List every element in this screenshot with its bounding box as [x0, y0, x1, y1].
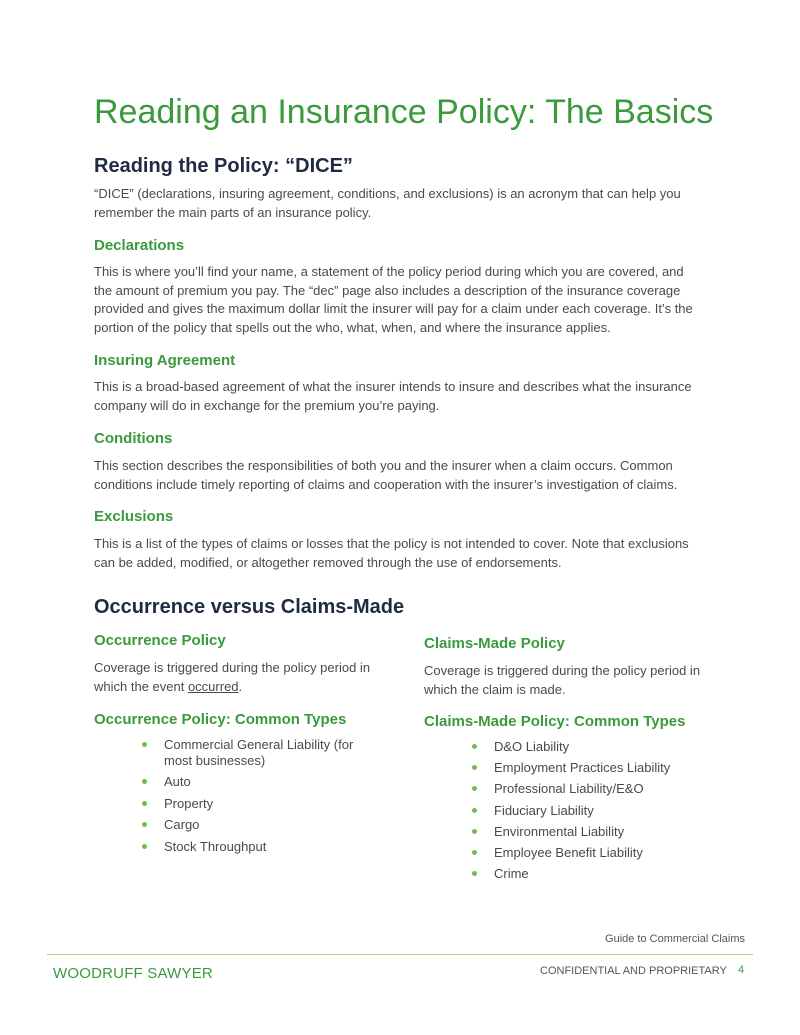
occurrence-policy-heading: Occurrence Policy [94, 632, 226, 649]
list-item [164, 796, 353, 812]
bullet-dot-icon [142, 801, 147, 806]
list-item [494, 760, 670, 776]
insuring-agreement-text [94, 378, 692, 415]
claims-made-line: Coverage is triggered during the policy period in [424, 663, 701, 678]
dice-heading: Reading the Policy: “DICE” [94, 155, 353, 177]
occurred-underlined: occurred [187, 678, 239, 694]
claims-made-line: which the claim is made. [424, 681, 566, 697]
occurrence-policy-line: Coverage is triggered during the policy period in [94, 660, 371, 675]
list-item-text: Employee Benefit Liability [494, 844, 643, 860]
dice-intro-line: remember the main parts of an insurance policy. [94, 204, 372, 220]
confidential-label: CONFIDENTIAL AND PROPRIETARY [540, 965, 727, 977]
bullet-dot-icon [142, 779, 147, 784]
bullet-dot-icon [472, 786, 477, 791]
dice-intro-line: “DICE” (declarations, insuring agreement, conditions, and exclusions) is an acronym that can help you [94, 186, 681, 201]
occurrence-vs-claims-heading: Occurrence versus Claims-Made [94, 596, 405, 618]
exclusions-line: can be added, modified, or altogether removed through the use of endorsements. [94, 554, 562, 570]
list-item-text: Cargo [164, 817, 200, 832]
claims-made-heading: Claims-Made Policy [424, 635, 565, 652]
footer-divider [47, 954, 753, 955]
list-item-text: Professional Liability/E&O [494, 781, 644, 797]
bullet-dot-icon [142, 844, 147, 849]
occurrence-types-list [164, 737, 353, 854]
conditions-heading: Conditions [94, 430, 173, 447]
list-item-text: Commercial General Liability (for [164, 737, 354, 752]
exclusions-heading: Exclusions [94, 508, 174, 525]
bullet-dot-icon [142, 742, 147, 747]
claims-made-text [424, 662, 700, 699]
declarations-heading: Declarations [94, 237, 185, 254]
conditions-text [94, 457, 677, 494]
occurrence-policy-line-text: which the event [94, 678, 188, 694]
insuring-agreement-heading: Insuring Agreement [94, 352, 236, 369]
conditions-line: This section describes the responsibilities of both you and the insurer when a claim occurs. Common [94, 458, 673, 473]
claims-made-types-heading: Claims-Made Policy: Common Types [424, 713, 686, 730]
bullet-dot-icon [472, 744, 477, 749]
bullet-dot-icon [472, 871, 477, 876]
occurrence-policy-text [94, 659, 370, 696]
conditions-line: conditions include timely reporting of claims and cooperation with the insurer’s investigation of claims. [94, 476, 678, 492]
list-item-text: D&O Liability [494, 739, 570, 754]
list-item-text: Environmental Liability [494, 823, 625, 839]
list-item [164, 774, 353, 790]
list-item-text: most businesses) [164, 752, 266, 768]
list-item-text: Property [164, 795, 214, 811]
list-item-text: Crime [494, 866, 529, 882]
dice-intro [94, 185, 681, 222]
page-number: 4 [738, 964, 745, 976]
occurrence-types-heading: Occurrence Policy: Common Types [94, 711, 347, 728]
declarations-text [94, 263, 693, 337]
page-title: Reading an Insurance Policy: The Basics [94, 93, 714, 131]
exclusions-text [94, 535, 689, 572]
list-item-text: Auto [164, 774, 191, 789]
company-logo: WOODRUFF SAWYER [53, 965, 213, 982]
declarations-line: provided and gives the maximum dollar limit the insurer will pay for a claim under each coverage. It’s the [94, 301, 693, 316]
footer-guide-title: Guide to Commercial Claims [605, 933, 745, 945]
exclusions-line: This is a list of the types of claims or losses that the policy is not intended to cover. Note that exclusions [94, 536, 689, 551]
insuring-agreement-line: company will do in exchange for the premium you’re paying. [94, 397, 440, 413]
list-item [164, 737, 353, 768]
declarations-line: the amount of premium you pay. The “dec” page also includes a description of the insurance coverage [94, 282, 681, 298]
list-item-text: Employment Practices Liability [494, 760, 671, 776]
declarations-line: This is where you’ll find your name, a statement of the policy period during which you are covered, and [94, 264, 684, 279]
list-item [164, 839, 353, 855]
list-item-text: Fiduciary Liability [494, 802, 594, 818]
list-item [494, 845, 670, 861]
list-item [494, 781, 670, 797]
list-item [494, 739, 670, 755]
list-item-text: Stock Throughput [164, 838, 267, 854]
list-item [494, 824, 670, 840]
list-item [494, 803, 670, 819]
bullet-dot-icon [472, 808, 477, 813]
insuring-agreement-line: This is a broad-based agreement of what the insurer intends to insure and describes what the insurance [94, 379, 692, 394]
list-item [494, 866, 670, 882]
bullet-dot-icon [142, 822, 147, 827]
bullet-dot-icon [472, 829, 477, 834]
declarations-line: portion of the policy that spells out the who, what, when, and where the insurance applies. [94, 319, 611, 335]
claims-made-types-list [494, 739, 670, 882]
occurrence-policy-line-end: . [238, 678, 243, 694]
bullet-dot-icon [472, 850, 477, 855]
list-item [164, 817, 353, 833]
bullet-dot-icon [472, 765, 477, 770]
occurrence-policy-line [94, 678, 370, 697]
